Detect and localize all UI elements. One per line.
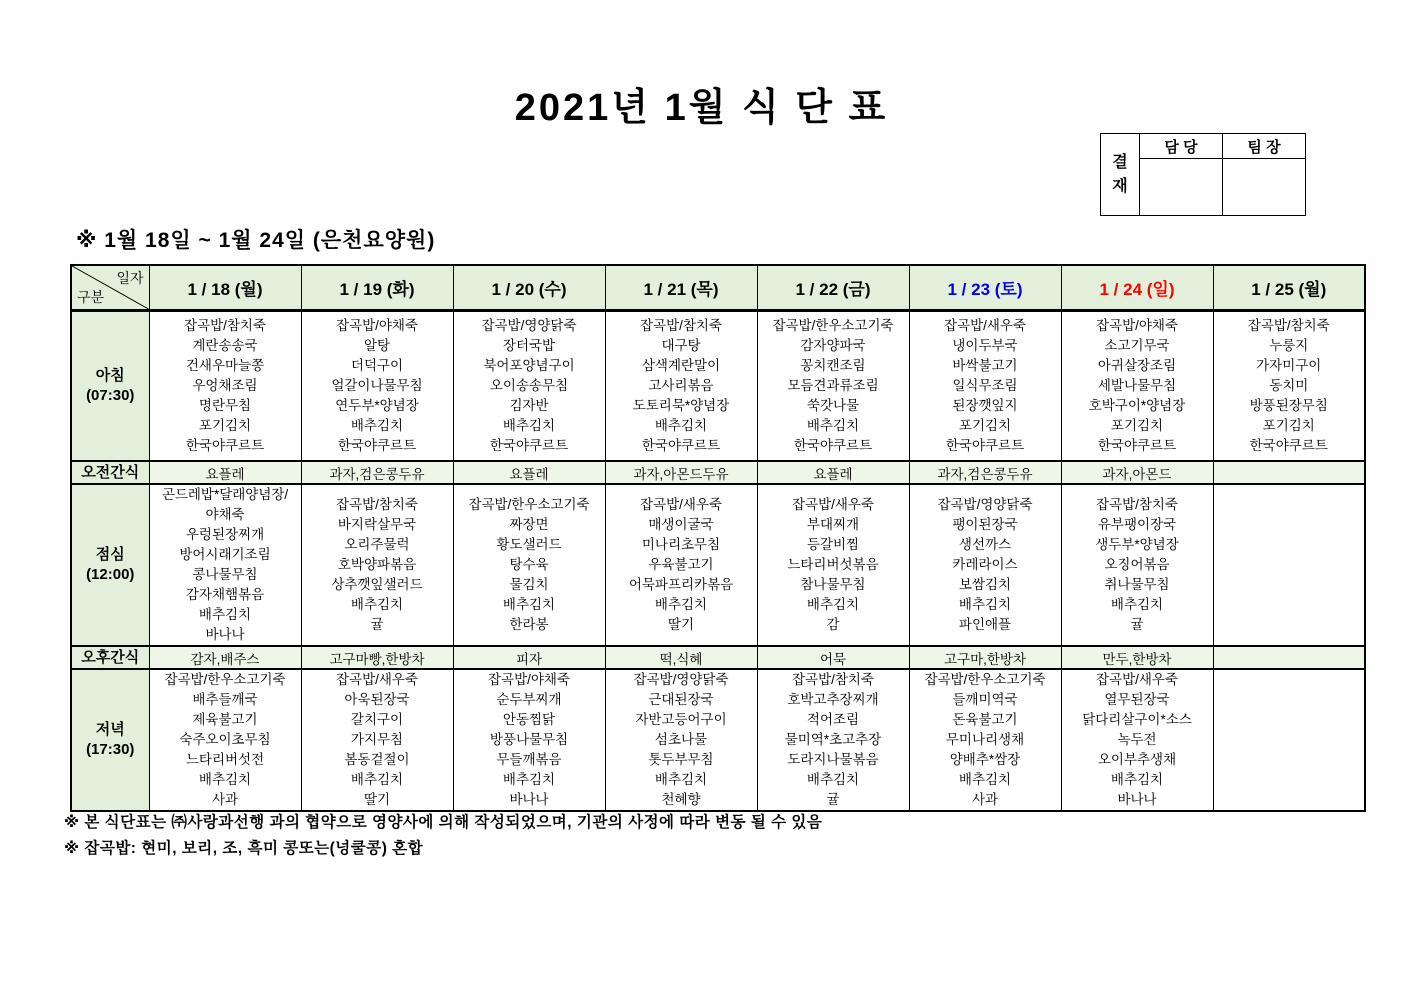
corner-label-category: 구분 [77,289,105,305]
snack-cell: 피자 [453,646,605,669]
snack-cell: 과자,검은콩두유 [301,461,453,484]
approval-signature-cell-manager [1140,159,1223,216]
menu-cell: 잡곡밥/새우죽 냉이두부국 바싹불고기 일식무조림 된장깻잎지 포기김치 한국야쿠르트 [909,311,1061,462]
week-range-subtitle: ※ 1월 18일 ~ 1월 24일 (은천요양원) [76,229,436,252]
row-label: 오전간식 [71,461,149,484]
menu-cell: 잡곡밥/한우소고기죽 들깨미역국 돈육불고기 무미나리생채 양배추*쌈장 배추김치 사과 [909,669,1061,811]
menu-cell: 잡곡밥/참치죽 바지락살무국 오리주물럭 호박양파볶음 상추깻잎샐러드 배추김치 귤 [301,484,453,646]
menu-cell: 잡곡밥/영양닭죽 팽이된장국 생선까스 카레라이스 보쌈김치 배추김치 파인애플 [909,484,1061,646]
snack-cell: 과자,검은콩두유 [909,461,1061,484]
page-title: 2021년 1월 식 단 표 [514,87,889,129]
menu-cell: 잡곡밥/참치죽 유부팽이장국 생두부*양념장 오징어볶음 취나물무침 배추김치 귤 [1061,484,1213,646]
snack-cell: 요플레 [149,461,301,484]
corner-label-date: 일자 [116,270,144,286]
menu-cell: 잡곡밥/한우소고기죽 배추들깨국 제육불고기 숙주오이초무침 느타리버섯전 배추김치 사과 [149,669,301,811]
snack-cell: 요플레 [757,461,909,484]
menu-cell: 잡곡밥/새우죽 부대찌개 등갈비찜 느타리버섯볶음 참나물무침 배추김치 감 [757,484,909,646]
snack-cell: 떡,식혜 [605,646,757,669]
menu-cell [1213,484,1365,646]
row-label: 저녁 (17:30) [71,669,149,811]
menu-cell: 잡곡밥/야채죽 소고기무국 아귀살장조림 세발나물무침 호박구이*양념장 포기김치 한국야쿠르트 [1061,311,1213,462]
date-header: 1 / 22 (금) [757,265,909,311]
date-header: 1 / 18 (월) [149,265,301,311]
corner-cell [71,265,149,311]
menu-cell: 잡곡밥/야채죽 알탕 더덕구이 얼갈이나물무침 연두부*양념장 배추김치 한국야쿠르트 [301,311,453,462]
menu-cell: 잡곡밥/참치죽 계란송송국 건새우마늘쫑 우엉채조림 명란무침 포기김치 한국야쿠르트 [149,311,301,462]
row-label: 점심 (12:00) [71,484,149,646]
date-header: 1 / 24 (일) [1061,265,1213,311]
menu-cell: 잡곡밥/한우소고기죽 감자양파국 꽁치캔조림 모듬견과류조림 쑥갓나물 배추김치 한국야쿠르트 [757,311,909,462]
footer-note-1: ※ 본 식단표는 ㈜사랑과선행 과의 협약으로 영양사에 의해 작성되었으며, 기관의 사정에 따라 변동 될 수 있음 [64,814,823,831]
snack-cell: 감자,배주스 [149,646,301,669]
menu-cell: 잡곡밥/야채죽 순두부찌개 안동찜닭 방풍나물무침 무들깨볶음 배추김치 바나나 [453,669,605,811]
row-label: 아침 (07:30) [71,311,149,462]
footer-notes [64,810,822,862]
menu-cell [1213,669,1365,811]
menu-cell: 잡곡밥/새우죽 열무된장국 닭다리살구이*소스 녹두전 오이부추생채 배추김치 바나나 [1061,669,1213,811]
menu-table [70,264,1366,812]
snack-cell [1213,461,1365,484]
menu-cell: 잡곡밥/영양닭죽 근대된장국 자반고등어구이 섬초나물 톳두부무침 배추김치 천혜향 [605,669,757,811]
date-header: 1 / 21 (목) [605,265,757,311]
snack-cell: 고구마,한방차 [909,646,1061,669]
footer-note-2: ※ 잡곡밥: 현미, 보리, 조, 흑미 콩또는(넝쿨콩) 혼합 [64,840,424,857]
approval-column-manager: 담 당 [1140,134,1223,159]
menu-cell: 잡곡밥/영양닭죽 장터국밥 북어포양념구이 오이송송무침 김자반 배추김치 한국야쿠르트 [453,311,605,462]
date-header: 1 / 20 (수) [453,265,605,311]
snack-cell [1213,646,1365,669]
menu-cell: 잡곡밥/새우죽 아욱된장국 갈치구이 가지무침 봄동겉절이 배추김치 딸기 [301,669,453,811]
snack-cell: 과자,아몬드두유 [605,461,757,484]
date-header: 1 / 23 (토) [909,265,1061,311]
approval-column-teamlead: 팀 장 [1223,134,1306,159]
date-header: 1 / 25 (월) [1213,265,1365,311]
approval-signature-cell-teamlead [1223,159,1306,216]
menu-cell: 잡곡밥/새우죽 매생이굴국 미나리초무침 우육불고기 어묵파프리카볶음 배추김치 딸기 [605,484,757,646]
approval-box [1100,133,1306,216]
menu-cell: 잡곡밥/참치죽 대구탕 삼색계란말이 고사리볶음 도토리묵*양념장 배추김치 한국야쿠르트 [605,311,757,462]
approval-stamp-label: 결재 [1112,153,1128,195]
menu-cell: 잡곡밥/한우소고기죽 짜장면 황도샐러드 탕수육 물김치 배추김치 한라봉 [453,484,605,646]
date-header: 1 / 19 (화) [301,265,453,311]
snack-cell: 과자,아몬드 [1061,461,1213,484]
snack-cell: 만두,한방차 [1061,646,1213,669]
menu-cell: 곤드레밥*달래양념장/ 야채죽 우렁된장찌개 방어시래기조림 콩나물무침 감자채햄볶음 배추김치 바나나 [149,484,301,646]
menu-cell: 잡곡밥/참치죽 호박고추장찌개 적어조림 물미역*초고추장 도라지나물볶음 배추김치 귤 [757,669,909,811]
row-label: 오후간식 [71,646,149,669]
snack-cell: 어묵 [757,646,909,669]
snack-cell: 고구마빵,한방차 [301,646,453,669]
snack-cell: 요플레 [453,461,605,484]
menu-cell: 잡곡밥/참치죽 누룽지 가자미구이 동치미 방풍된장무침 포기김치 한국야쿠르트 [1213,311,1365,462]
approval-stamp-cell [1101,134,1140,216]
